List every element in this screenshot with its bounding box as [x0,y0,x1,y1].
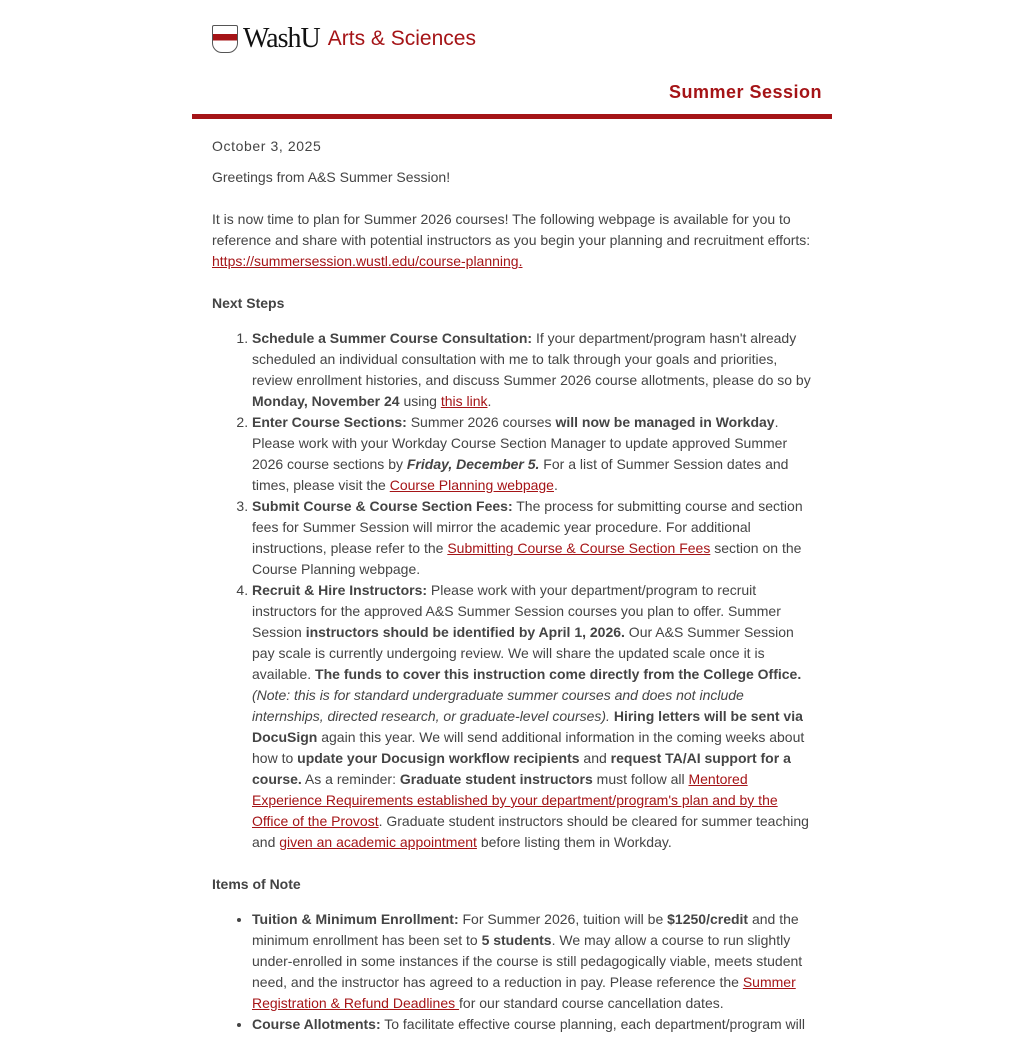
emphasis-text: 5 students [481,932,552,948]
body-text: again this year. We will send additional information in the coming weeks about how to [252,729,805,766]
note-item [252,1014,812,1035]
next-steps-heading: Next Steps [212,295,285,311]
inline-link[interactable]: this link [440,393,488,409]
emphasis-text: Submit Course & Course Section Fees: [252,498,513,514]
next-step-item [252,328,812,412]
inline-link[interactable]: Summer Registration & Refund Deadlines [252,974,796,1011]
shield-icon [212,25,238,53]
next-step-item [252,496,812,580]
body-text: . [487,393,492,409]
emphasis-text: update your Docusign workflow recipients [297,750,580,766]
intro-paragraph [212,209,812,272]
emphasis-text: Course Allotments: [252,1016,381,1032]
emphasis-text: $1250/credit [667,911,749,927]
body-text: For a list of Summer Session dates and times, please visit the [252,456,789,493]
emphasis-text: instructors should be identified by April 1, 2026. [305,624,625,640]
body-text: . Please work with your Workday Course Section Manager to update approved Summer 2026 course sections by [252,414,788,472]
body-text: section on the Course Planning webpage. [252,540,802,577]
email-date: October 3, 2025 [212,138,322,154]
body-text: and the minimum enrollment has been set to [252,911,799,948]
emphasis-text: Hiring letters will be sent via DocuSign [252,708,803,745]
emphasis-text: Friday, December 5. [406,456,540,472]
emphasis-text: Tuition & Minimum Enrollment: [252,911,459,927]
inline-link[interactable]: Mentored Experience Requirements established by your department/program's plan and by the Office of the Provost [252,771,778,829]
body-text: must follow all [592,771,689,787]
inline-link[interactable]: given an academic appointment [279,834,477,850]
body-text: The process for submitting course and section fees for Summer Session will mirror the academic year procedure. For additional instructions, please refer to the [252,498,803,556]
body-text: using [399,393,441,409]
next-step-item [252,412,812,496]
next-steps-list [212,328,812,853]
body-text: To facilitate effective course planning, each department/program will [380,1016,805,1032]
emphasis-text: Monday, November 24 [252,393,400,409]
greeting: Greetings from A&S Summer Session! [212,169,451,185]
body-text: Our A&S Summer Session pay scale is currently undergoing review. We will share the updated scale once it is available. [252,624,794,682]
note-item [252,909,812,1014]
intro-text: It is now time to plan for Summer 2026 courses! The following webpage is available for you to reference and share with potential instructors as you begin your planning and recruitment efforts: [212,211,811,248]
email-body [192,24,832,1035]
emphasis-text: Schedule a Summer Course Consultation: [252,330,533,346]
inline-link[interactable]: Course Planning webpage [389,477,554,493]
header-divider [192,114,832,119]
emphasis-text: will now be managed in Workday [555,414,775,430]
body-text: If your department/program hasn't already scheduled an individual consultation with me to talk through your goals and priorities, review enrollment histories, and discuss Summer 2026 course allotments, please do so by [252,330,811,388]
emphasis-text: Graduate student instructors [399,771,593,787]
body-text: Please work with your department/program to recruit instructors for the approved A&S Summer Session courses you plan to offer. Summer Session [252,582,781,640]
body-text: Summer 2026 courses [406,414,556,430]
items-of-note-list [212,909,812,1035]
emphasis-text: Enter Course Sections: [252,414,407,430]
items-of-note-heading: Items of Note [212,876,301,892]
body-text: for our standard course cancellation dates. [459,995,724,1011]
body-text: As a reminder: [301,771,400,787]
next-step-item [252,580,812,853]
emphasis-text: (Note: this is for standard undergraduate summer courses and does not include internships, directed research, or graduate-level courses). [252,687,744,724]
body-text: . [553,477,558,493]
body-text: before listing them in Workday. [476,834,672,850]
course-planning-link[interactable]: https://summersession.wustl.edu/course-planning. [212,253,523,269]
body-text: and [579,750,611,766]
emphasis-text: request TA/AI support for a course. [252,750,791,787]
washu-arts-sciences-logo [212,24,832,54]
emphasis-text: The funds to cover this instruction come directly from the College Office. [315,666,802,682]
body-text: . We may allow a course to run slightly under-enrolled in some instances if the course is still pedagogically viable, meets student need, and the instructor has agreed to a reduction in pay. Please reference the [252,932,803,990]
logo-sub: Arts & Sciences [327,27,476,50]
logo-main: WashU [243,23,320,54]
body-text: For Summer 2026, tuition will be [458,911,668,927]
session-title: Summer Session [668,82,822,102]
body-text: . Graduate student instructors should be cleared for summer teaching and [252,813,809,850]
emphasis-text: Recruit & Hire Instructors: [252,582,428,598]
inline-link[interactable]: Submitting Course & Course Section Fees [447,540,711,556]
